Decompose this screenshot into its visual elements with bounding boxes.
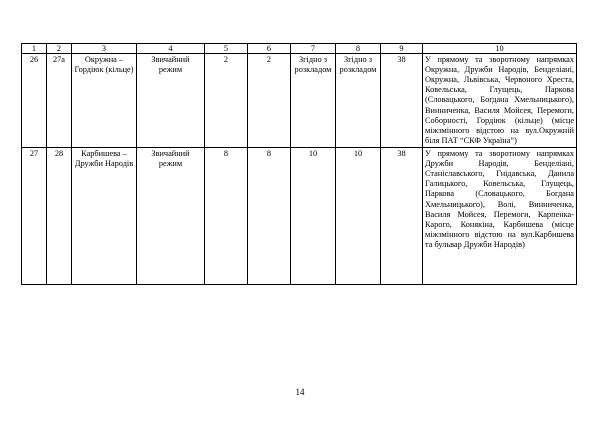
- value-cell: 8: [205, 147, 248, 284]
- route-number-cell: 27а: [47, 54, 72, 148]
- header-cell: 9: [381, 44, 423, 54]
- header-row: [22, 44, 577, 54]
- routes-table: [21, 43, 577, 285]
- route-name-cell: Карбишева – Дружби Народів: [72, 147, 137, 284]
- row-number-cell: 26: [22, 54, 47, 148]
- mode-cell: Звичайний режим: [137, 147, 205, 284]
- mode-cell: Звичайний режим: [137, 54, 205, 148]
- table-row: [22, 147, 577, 284]
- table-row: [22, 54, 577, 148]
- value-cell: 38: [381, 54, 423, 148]
- schedule-cell: Згідно з розкладом: [336, 54, 381, 148]
- value-cell: 8: [248, 147, 291, 284]
- header-cell: 3: [72, 44, 137, 54]
- page-number: 14: [295, 387, 305, 397]
- route-name-cell: Окружна – Гордіюк (кільце): [72, 54, 137, 148]
- route-description-cell: У прямому та зворотному напрямках Дружби Народів, Бенделіані, Станіславського, Гнідавська, Данила Галицького, Ковельська, Глущець, Паркова (Словацького, Богдана Хмельницького), Волі, Винниченка, Василя Мойсея, Перемоги, Карпенка-Карого, Конякіна, Карбишева (місце міжзмінного відстою на вул.Карбишева та бульвар Дружби Народів): [423, 147, 577, 284]
- header-cell: 6: [248, 44, 291, 54]
- header-cell: 5: [205, 44, 248, 54]
- header-cell: 10: [423, 44, 577, 54]
- header-cell: 2: [47, 44, 72, 54]
- route-number-cell: 28: [47, 147, 72, 284]
- schedule-cell: 10: [291, 147, 336, 284]
- value-cell: 38: [381, 147, 423, 284]
- header-cell: 1: [22, 44, 47, 54]
- route-description-cell: У прямому та зворотному напрямках Окружна, Дружби Народів, Бенделіані, Окружна, Львівська, Червоного Хреста, Ковельська, Глущець, Паркова (Словацького, Богдана Хмельницького), Винниченка, Василя Мойсея, Перемоги, Соборності, Гордіюк (кільце) (місце міжзмінного відстою на вул.Окружній біля ПАТ “СКФ Україна”): [423, 54, 577, 148]
- value-cell: 2: [205, 54, 248, 148]
- schedule-cell: Згідно з розкладом: [291, 54, 336, 148]
- row-number-cell: 27: [22, 147, 47, 284]
- schedule-cell: 10: [336, 147, 381, 284]
- value-cell: 2: [248, 54, 291, 148]
- header-cell: 8: [336, 44, 381, 54]
- header-cell: 4: [137, 44, 205, 54]
- header-cell: 7: [291, 44, 336, 54]
